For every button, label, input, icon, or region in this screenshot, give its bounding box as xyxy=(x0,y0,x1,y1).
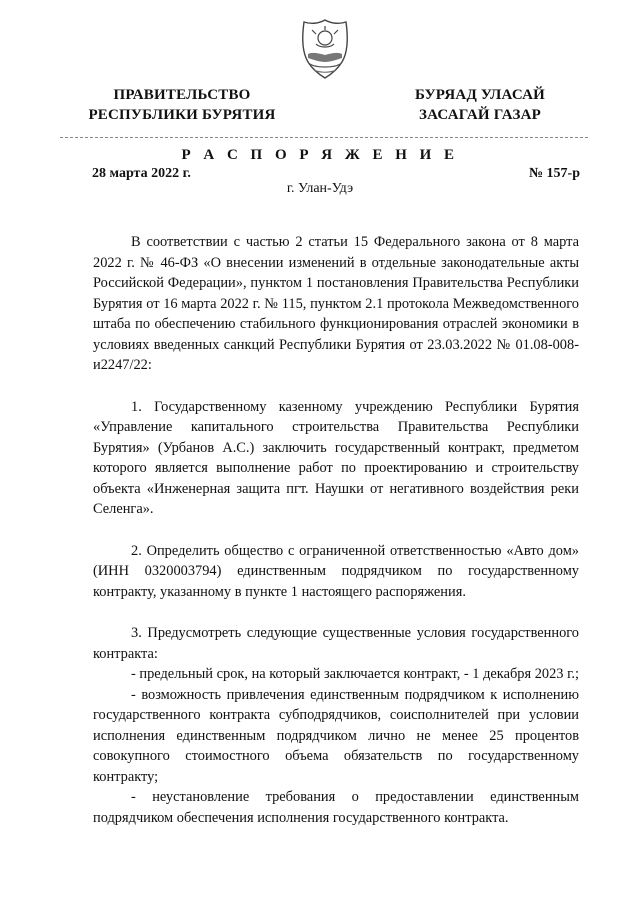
header-right-line-2: ЗАСАГАЙ ГАЗАР xyxy=(419,107,541,123)
coat-of-arms-icon xyxy=(296,18,354,80)
condition-no-security: - неустановление требования о предоставлении единственным подрядчиком обеспечения исполнения государственного контракта. xyxy=(93,789,579,826)
header-left-line-1: ПРАВИТЕЛЬСТВО xyxy=(113,87,251,103)
government-name-russian xyxy=(82,85,282,125)
header-right-line-1: БУРЯАД УЛАСАЙ xyxy=(414,87,546,103)
header-divider xyxy=(60,137,588,138)
government-name-buryat xyxy=(392,85,568,125)
document-city: г. Улан-Удэ xyxy=(286,181,354,196)
paragraph-preamble: В соответствии с частью 2 статьи 15 Федерального закона от 8 марта 2022 г. № 46-ФЗ «О внесении изменений в отдельные законодательные акты Российской Федерации», пунктом 1 постановления Правительства Республики Бурятия от 16 марта 2022 г. № 115, пунктом 2.1 протокола Межведомственного штаба по обеспечению стабильного функционирования отраслей экономики в условиях введенных санкций Республики Бурятия от 23.03.2022 № 01.08-008-и2247/22: xyxy=(93,234,579,373)
document-date: 28 марта 2022 г. xyxy=(92,166,191,181)
paragraph-item-1: 1. Государственному казенному учреждению Республики Бурятия «Управление капитального строительства Правительства Республики Бурятия» (Урбанов А.С.) заключить государственный контракт, предметом которого является выполнение работ по проектированию и строительству объекта «Инженерная защита пгт. Наушки от негативного воздействия реки Селенга». xyxy=(93,398,579,517)
condition-deadline: - предельный срок, на который заключается контракт, - 1 декабря 2023 г.; xyxy=(131,666,579,682)
document-type-title: Р А С П О Р Я Ж Е Н И Е xyxy=(181,147,459,163)
document-body xyxy=(93,232,579,828)
paragraph-item-3: 3. Предусмотреть следующие существенные условия государственного контракта: xyxy=(93,625,579,662)
paragraph-item-2: 2. Определить общество с ограниченной ответственностью «Авто дом» (ИНН 0320003794) единственным подрядчиком по государственному контракту, указанному в пункте 1 настоящего распоряжения. xyxy=(93,542,579,600)
header-left-line-2: РЕСПУБЛИКИ БУРЯТИЯ xyxy=(88,107,276,123)
document-number: № 157-р xyxy=(528,166,580,181)
condition-subcontractors: - возможность привлечения единственным подрядчиком к исполнению государственного контракта субподрядчиков, соисполнителей при условии исполнения единственным подрядчиком лично не менее 25 процентов совокупного стоимостного объема обязательств по государственному контракту; xyxy=(93,686,579,785)
